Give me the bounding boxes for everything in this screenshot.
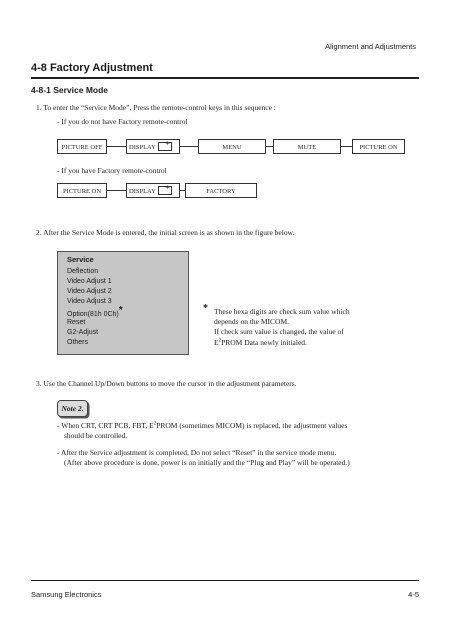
note-bullet-1-prefix: - When CRT, CRT PCB, FBT, E: [57, 421, 154, 430]
note-bullet-2-line-1: - After the Service adjustment is completed, Do not select “Reset” in the service mode menu.: [57, 448, 337, 457]
checksum-asterisk: *: [203, 303, 208, 314]
display-key-icon: [158, 186, 172, 195]
option-label: Option(81h 0Ch): [67, 311, 119, 318]
key-factory: FACTORY: [185, 183, 257, 198]
menu-item-video-adjust-2: Video Adjust 2: [67, 288, 112, 295]
checksum-line-1: These hexa digits are check sum value which: [214, 307, 350, 316]
step2-text: 2. After the Service Mode is entered, the initial screen is as shown in the figure below.: [36, 228, 295, 237]
key-picture-off: PICTURE OFF: [57, 139, 107, 154]
running-header: Alignment and Adjustments: [325, 42, 416, 51]
key-display-label: DISPLAY: [129, 144, 156, 151]
header-rule: [31, 77, 419, 79]
service-menu-title: Service: [67, 255, 94, 264]
checksum-line-2: depends on the MICOM.: [214, 317, 289, 326]
service-menu-screen: [57, 251, 189, 355]
option-asterisk: *: [118, 305, 123, 316]
step1-text: 1. To enter the “Service Mode”, Press the remote-control keys in this sequence :: [36, 103, 276, 112]
eprom-sup: 2: [218, 338, 222, 344]
menu-item-others: Others: [67, 339, 89, 346]
checksum-line-4: [214, 338, 307, 348]
display-key-icon: [158, 142, 172, 151]
menu-item-g2-adjust: G2-Adjust: [67, 329, 99, 336]
key-mute: MUTE: [273, 139, 341, 154]
key-picture-on: PICTURE ON: [57, 183, 107, 198]
note-badge: Note 2.: [57, 400, 88, 417]
menu-item-video-adjust-1: Video Adjust 1: [67, 278, 112, 285]
subsection-title: 4-8-1 Service Mode: [31, 85, 109, 95]
note-bullet-2-line-2: (After above procedure is done, power is on initially and the “Plug and Play” will be operated.): [64, 458, 350, 467]
checksum-line-4-rest: PROM Data newly initialed.: [221, 338, 307, 347]
menu-item-video-adjust-3: Video Adjust 3: [67, 298, 112, 305]
key-display: [126, 183, 180, 198]
note-bullet-1-suffix: PROM (sometimes MICOM) is replaced, the adjustment values: [156, 421, 348, 430]
note-bullet-1-line-2: should be controlled.: [64, 431, 128, 440]
step3-text: 3. Use the Channel Up/Down buttons to move the cursor in the adjustment parameters.: [36, 379, 297, 388]
eprom-e: E: [214, 338, 219, 347]
page-number: 4-5: [408, 590, 419, 599]
menu-item-reset: Reset: [67, 319, 86, 326]
note-bullet-1: [57, 421, 347, 431]
menu-item-option: [67, 305, 123, 319]
footer-rule: [31, 580, 419, 581]
menu-item-deflection: Deflection: [67, 268, 99, 275]
section-title: 4-8 Factory Adjustment: [31, 62, 153, 74]
key-display-label: DISPLAY: [129, 188, 156, 195]
key-picture-on: PICTURE ON: [352, 139, 405, 154]
step1-case-b: - If you have Factory remote-control: [57, 166, 167, 175]
key-display: [126, 139, 180, 154]
step1-case-a: - If you do not have Factory remote-control: [57, 117, 188, 126]
checksum-line-3: If check sum value is changed, the value of: [214, 327, 344, 336]
note-bullet-1-sup: 2: [153, 421, 157, 427]
footer-company: Samsung Electronics: [31, 590, 102, 599]
key-menu: MENU: [198, 139, 266, 154]
